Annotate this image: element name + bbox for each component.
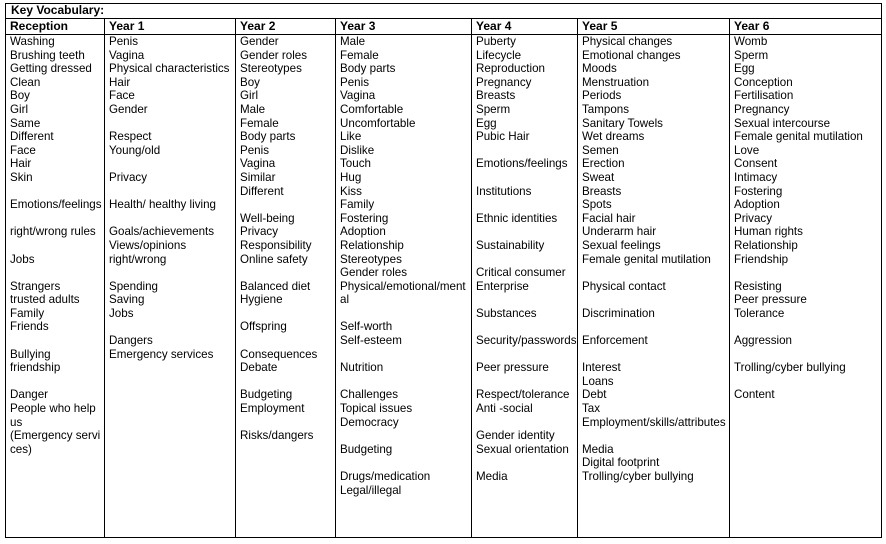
vocabulary-list-reception [10, 35, 104, 456]
vocabulary-item: Hair [10, 157, 32, 171]
vocabulary-item: Egg [476, 116, 497, 130]
vocabulary-item: Like [340, 130, 362, 144]
vocabulary-item: Face [10, 143, 36, 157]
vocabulary-item: Jobs [109, 306, 134, 320]
vocabulary-item: Lifecycle [476, 48, 522, 62]
vocabulary-item: Hug [340, 170, 362, 184]
vocabulary-item: Gender roles [340, 266, 408, 280]
vocabulary-item: Brushing teeth [10, 48, 85, 62]
vocabulary-item: Sanitary Towels [582, 116, 663, 130]
spacer [340, 307, 471, 321]
vocabulary-item: right/wrong [109, 252, 167, 266]
vocabulary-column-year-5 [578, 35, 730, 538]
vocabulary-item: Underarm hair [582, 225, 657, 239]
vocabulary-item: Vagina [240, 157, 276, 171]
spacer [109, 320, 235, 334]
spacer [240, 375, 335, 389]
vocabulary-item: Debt [582, 388, 607, 402]
vocabulary-item: Body parts [340, 62, 396, 76]
vocabulary-item: Trolling/cyber bullying [582, 470, 694, 483]
vocabulary-item: Privacy [240, 225, 279, 239]
vocabulary-item: Self-worth [340, 320, 393, 334]
vocabulary-item: Media [476, 470, 508, 483]
spacer [734, 266, 881, 280]
vocabulary-item: Egg [734, 62, 755, 76]
vocabulary-item: Substances [476, 306, 537, 320]
vocabulary-item: Different [240, 184, 284, 198]
vocabulary-column-year-1 [105, 35, 236, 538]
vocabulary-column-year-4 [472, 35, 578, 538]
vocabulary-item: Breasts [582, 184, 622, 198]
vocabulary-item: Physical/emotional/mental [340, 279, 466, 307]
vocabulary-item: Gender [240, 35, 279, 48]
vocabulary-item: Self-esteem [340, 334, 402, 348]
spacer [476, 416, 577, 430]
spacer [476, 253, 577, 267]
spacer [10, 239, 104, 253]
vocabulary-item: Sexual intercourse [734, 116, 831, 130]
vocabulary-item: Reproduction [476, 62, 545, 76]
spacer [734, 348, 881, 362]
vocabulary-item: Privacy [109, 170, 148, 184]
vocabulary-column-year-6 [730, 35, 882, 538]
vocabulary-list-year-2 [240, 35, 335, 443]
vocabulary-item: Wet dreams [582, 130, 645, 144]
vocabulary-item: Pregnancy [734, 102, 790, 116]
vocabulary-item: Adoption [340, 225, 386, 239]
spacer [582, 429, 729, 443]
spacer [10, 334, 104, 348]
vocabulary-item: Risks/dangers [240, 429, 314, 443]
vocabulary-item: Danger [10, 388, 49, 402]
vocabulary-item: Vagina [109, 48, 145, 62]
spacer [240, 198, 335, 212]
vocabulary-item: Pregnancy [476, 75, 532, 89]
vocabulary-item: Dangers [109, 334, 153, 348]
vocabulary-item: Female genital mutilation [582, 252, 711, 266]
spacer [240, 416, 335, 430]
column-header-year-6: Year 6 [730, 19, 882, 35]
vocabulary-item: Topical issues [340, 402, 413, 416]
vocabulary-item: Gender [109, 102, 148, 116]
spacer [582, 293, 729, 307]
spacer [340, 375, 471, 389]
vocabulary-item: Semen [582, 143, 619, 157]
vocabulary-list-year-5 [582, 35, 729, 484]
vocabulary-item: Emotions/feelings [10, 198, 102, 212]
vocabulary-item: Clean [10, 75, 41, 89]
vocabulary-item: Boy [10, 89, 30, 103]
title-row [6, 4, 882, 19]
vocabulary-item: Employment/skills/attributes [582, 415, 726, 429]
vocabulary-item: Gender identity [476, 429, 555, 443]
vocabulary-item: Girl [240, 89, 259, 103]
vocabulary-item: Interest [582, 361, 621, 375]
vocabulary-item: Physical contact [582, 279, 666, 293]
vocabulary-item: Spots [582, 198, 612, 212]
spacer [109, 212, 235, 226]
vocabulary-row [6, 35, 882, 538]
vocabulary-item: Similar [240, 170, 276, 184]
spacer [476, 375, 577, 389]
vocabulary-item: Pubic Hair [476, 130, 530, 144]
spacer [10, 266, 104, 280]
key-vocabulary-table [5, 3, 882, 538]
spacer [734, 375, 881, 389]
vocabulary-item: Sweat [582, 170, 615, 184]
vocabulary-item: Getting dressed [10, 62, 92, 76]
vocabulary-item: Penis [240, 143, 270, 157]
table-title: Key Vocabulary: [6, 4, 882, 19]
vocabulary-item: Critical consumer [476, 266, 566, 280]
vocabulary-item: Content [734, 388, 775, 402]
vocabulary-item: Same [10, 116, 41, 130]
vocabulary-item: Institutions [476, 184, 532, 198]
spacer [582, 320, 729, 334]
vocabulary-list-year-4 [476, 35, 577, 484]
vocabulary-item: Well-being [240, 211, 295, 225]
vocabulary-item: Gender roles [240, 48, 308, 62]
column-header-year-3: Year 3 [336, 19, 472, 35]
vocabulary-column-year-3 [336, 35, 472, 538]
vocabulary-item: Stereotypes [340, 252, 402, 266]
vocabulary-item: Nutrition [340, 361, 384, 375]
vocabulary-item: Sexual feelings [582, 238, 661, 252]
vocabulary-item: Resisting [734, 279, 782, 293]
vocabulary-item: Menstruation [582, 75, 650, 89]
spacer [109, 266, 235, 280]
vocabulary-item: Uncomfortable [340, 116, 416, 130]
vocabulary-column-reception [6, 35, 105, 538]
vocabulary-item: Female [240, 116, 279, 130]
vocabulary-item: Comfortable [340, 102, 404, 116]
vocabulary-item: Emergency services [109, 347, 214, 361]
vocabulary-item: Face [109, 89, 135, 103]
vocabulary-item: Puberty [476, 35, 516, 48]
vocabulary-item: right/wrong rules [10, 225, 96, 239]
vocabulary-item: Enterprise [476, 279, 529, 293]
vocabulary-item: Emotions/feelings [476, 157, 568, 171]
vocabulary-item: Stereotypes [240, 62, 302, 76]
vocabulary-item: Emotional changes [582, 48, 681, 62]
vocabulary-item: Hygiene [240, 293, 283, 307]
vocabulary-item: Family [340, 198, 375, 212]
vocabulary-item: Debate [240, 361, 278, 375]
spacer [340, 456, 471, 470]
vocabulary-item: Moods [582, 62, 617, 76]
vocabulary-item: Respect/tolerance [476, 388, 570, 402]
spacer [476, 171, 577, 185]
vocabulary-item: Breasts [476, 89, 516, 103]
vocabulary-item: Young/old [109, 143, 161, 157]
vocabulary-item: Budgeting [340, 442, 393, 456]
vocabulary-item: Kiss [340, 184, 362, 198]
vocabulary-item: Male [340, 35, 366, 48]
vocabulary-item: Digital footprint [582, 456, 660, 470]
header-row [6, 19, 882, 35]
vocabulary-item: Family [10, 306, 45, 320]
vocabulary-item: Tolerance [734, 306, 785, 320]
vocabulary-item: Security/passwords [476, 334, 577, 348]
vocabulary-item: People who help us [10, 402, 99, 429]
vocabulary-item: Peer pressure [734, 293, 807, 307]
vocabulary-item: Human rights [734, 225, 803, 239]
vocabulary-item: Budgeting [240, 388, 293, 402]
vocabulary-item: Spending [109, 279, 158, 293]
vocabulary-item: Employment [240, 402, 305, 416]
vocabulary-list-year-6 [734, 35, 881, 402]
spacer [476, 144, 577, 158]
spacer [10, 185, 104, 199]
column-header-year-4: Year 4 [472, 19, 578, 35]
spacer [10, 375, 104, 389]
vocabulary-item: Respect [109, 130, 152, 144]
vocabulary-item: Media [582, 442, 614, 456]
spacer [476, 348, 577, 362]
vocabulary-item: Hair [109, 75, 131, 89]
vocabulary-item: Periods [582, 89, 622, 103]
vocabulary-item: Physical changes [582, 35, 673, 48]
spacer [476, 293, 577, 307]
vocabulary-item: Penis [340, 75, 370, 89]
vocabulary-item: Loans [582, 374, 614, 388]
column-header-year-1: Year 1 [105, 19, 236, 35]
vocabulary-item: Enforcement [582, 334, 648, 348]
vocabulary-item: Trolling/cyber bullying [734, 361, 846, 375]
vocabulary-list-year-1 [109, 35, 235, 361]
vocabulary-item: Views/opinions [109, 238, 187, 252]
column-header-year-5: Year 5 [578, 19, 730, 35]
spacer [340, 348, 471, 362]
vocabulary-item: Sperm [476, 102, 511, 116]
vocabulary-item: Dislike [340, 143, 375, 157]
vocabulary-item: Girl [10, 102, 29, 116]
vocabulary-item: Skin [10, 170, 33, 184]
vocabulary-item: Female [340, 48, 379, 62]
spacer [476, 198, 577, 212]
spacer [582, 266, 729, 280]
spacer [240, 266, 335, 280]
column-header-reception: Reception [6, 19, 105, 35]
vocabulary-item: Friendship [734, 252, 789, 266]
spacer [109, 157, 235, 171]
vocabulary-item: Different [10, 130, 54, 144]
spacer [476, 320, 577, 334]
vocabulary-item: Peer pressure [476, 361, 549, 375]
vocabulary-item: Privacy [734, 211, 773, 225]
vocabulary-item: Relationship [734, 238, 798, 252]
vocabulary-item: Challenges [340, 388, 399, 402]
spacer [582, 348, 729, 362]
vocabulary-item: Legal/illegal [340, 483, 402, 497]
vocabulary-item: Male [240, 102, 266, 116]
vocabulary-item: Sperm [734, 48, 769, 62]
vocabulary-item: Vagina [340, 89, 376, 103]
vocabulary-item: Facial hair [582, 211, 636, 225]
vocabulary-item: Balanced diet [240, 279, 311, 293]
vocabulary-item: Consent [734, 157, 778, 171]
spacer [340, 429, 471, 443]
vocabulary-item: Female genital mutilation [734, 130, 863, 144]
spacer [10, 212, 104, 226]
vocabulary-item: Touch [340, 157, 371, 171]
spacer [240, 307, 335, 321]
vocabulary-item: friendship [10, 361, 61, 375]
vocabulary-item: trusted adults [10, 293, 80, 307]
vocabulary-item: Ethnic identities [476, 211, 558, 225]
vocabulary-item: Democracy [340, 415, 399, 429]
vocabulary-item: Sustainability [476, 238, 545, 252]
vocabulary-item: Bullying [10, 347, 51, 361]
vocabulary-item: Online safety [240, 252, 308, 266]
spacer [476, 225, 577, 239]
spacer [734, 320, 881, 334]
vocabulary-item: Friends [10, 320, 49, 334]
vocabulary-item: Goals/achievements [109, 225, 215, 239]
vocabulary-item: Erection [582, 157, 625, 171]
vocabulary-item: Strangers [10, 279, 61, 293]
vocabulary-item: Aggression [734, 334, 793, 348]
vocabulary-item: Saving [109, 293, 145, 307]
vocabulary-list-year-3 [340, 35, 471, 497]
vocabulary-item: Drugs/medication [340, 470, 431, 483]
vocabulary-item: Conception [734, 75, 793, 89]
vocabulary-item: Fostering [340, 211, 389, 225]
vocabulary-item: Fertilisation [734, 89, 794, 103]
vocabulary-item: Consequences [240, 347, 318, 361]
vocabulary-item: Relationship [340, 238, 404, 252]
vocabulary-item: Sexual orientation [476, 442, 569, 456]
vocabulary-item: Offspring [240, 320, 287, 334]
vocabulary-item: Anti -social [476, 402, 533, 416]
vocabulary-item: Boy [240, 75, 260, 89]
vocabulary-column-year-2 [236, 35, 336, 538]
vocabulary-item: Love [734, 143, 760, 157]
vocabulary-item: Penis [109, 35, 139, 48]
spacer [109, 117, 235, 131]
vocabulary-item: Washing [10, 35, 55, 48]
vocabulary-item: Jobs [10, 252, 35, 266]
vocabulary-item: Intimacy [734, 170, 778, 184]
spacer [476, 456, 577, 470]
vocabulary-item: Body parts [240, 130, 296, 144]
vocabulary-item: Tampons [582, 102, 630, 116]
vocabulary-item: Adoption [734, 198, 780, 212]
column-header-year-2: Year 2 [236, 19, 336, 35]
vocabulary-item: Discrimination [582, 306, 655, 320]
vocabulary-item: Health/ healthy living [109, 198, 216, 212]
vocabulary-item: Fostering [734, 184, 783, 198]
spacer [109, 185, 235, 199]
vocabulary-item: Responsibility [240, 238, 312, 252]
vocabulary-item: Womb [734, 35, 768, 48]
spacer [240, 334, 335, 348]
vocabulary-item: Tax [582, 402, 601, 416]
vocabulary-item: (Emergency services) [10, 429, 101, 456]
vocabulary-item: Physical characteristics [109, 62, 230, 76]
